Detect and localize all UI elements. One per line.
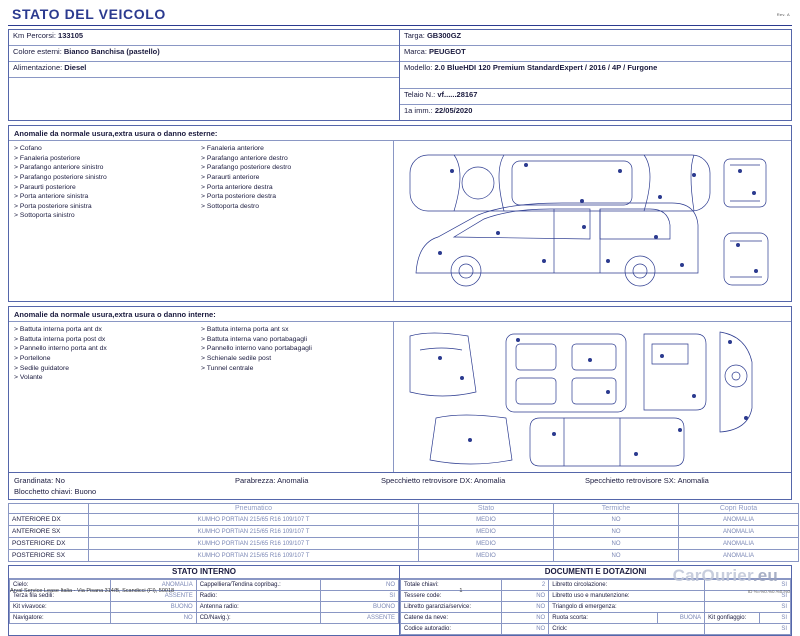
list-item: > Battuta interna vano portabagagli bbox=[201, 335, 308, 343]
field-value: SI bbox=[705, 580, 791, 591]
tyre-copri-ruota: ANOMALIA bbox=[679, 550, 799, 562]
list-item-label: Portellone bbox=[19, 354, 51, 362]
footer-page-number: 1 bbox=[459, 588, 463, 594]
field-label: Navigatore: bbox=[10, 613, 111, 624]
list-item-label: Porta posteriore sinistra bbox=[19, 202, 92, 210]
list-item: > Sottoporta destro bbox=[201, 202, 260, 210]
list-item: > Sedile guidatore bbox=[14, 364, 69, 372]
list-item-label: Tunnel centrale bbox=[206, 364, 254, 372]
field-label: Radio: bbox=[196, 591, 320, 602]
list-item: > Fanaleria posteriore bbox=[14, 154, 81, 162]
notes-col-grandinata bbox=[14, 476, 229, 496]
info-label-marca: Marca: bbox=[404, 47, 427, 56]
field-label: Terza fila sedili: bbox=[10, 591, 111, 602]
list-item-label: Sottoporta sinistro bbox=[19, 212, 75, 220]
info-label-colore: Colore esterni: bbox=[13, 47, 62, 56]
field-label: Triangolo di emergenza: bbox=[549, 602, 705, 613]
note-grandinata bbox=[14, 476, 229, 485]
field-label: Codice autoradio: bbox=[401, 624, 502, 635]
footer-code: ID %=%0.%0.%0.%0 bbox=[747, 589, 790, 594]
note-specchietto-sx bbox=[585, 476, 786, 485]
list-item-label: Fanaleria anteriore bbox=[206, 145, 264, 152]
info-label-telaio: Telaio N.: bbox=[404, 90, 436, 99]
note-parabrezza bbox=[235, 476, 375, 485]
field-value: SI bbox=[705, 624, 791, 635]
interior-diagram-svg bbox=[394, 322, 784, 472]
list-item-label: Battuta interna porta ant dx bbox=[19, 326, 102, 333]
info-value-alimentazione: Diesel bbox=[64, 63, 87, 72]
internal-damage-col-1 bbox=[14, 325, 201, 466]
field-label: Cielo: bbox=[10, 580, 111, 591]
field-label: Kit gonfiaggio: bbox=[705, 613, 760, 624]
info-label-targa: Targa: bbox=[404, 31, 425, 40]
list-item: > Pannello interno vano portabagagli bbox=[201, 345, 312, 353]
stato-interno-title: STATO INTERNO bbox=[9, 566, 399, 579]
info-value-modello: 2.0 BlueHDI 120 Premium StandardExpert / 2016 / 4P / Furgone bbox=[434, 63, 658, 72]
external-damage-col-1 bbox=[14, 144, 201, 295]
tyre-spec: KUMHO PORTIAN 215/65 R16 109/107 T bbox=[89, 538, 419, 550]
watermark-suffix: .eu bbox=[752, 566, 778, 585]
vehicle-info-right bbox=[400, 30, 791, 120]
field-label: Libretto uso e manutenzione: bbox=[549, 591, 705, 602]
info-value-immatricolazione: 22/05/2020 bbox=[434, 106, 473, 115]
field-value: NO bbox=[321, 580, 399, 591]
table-row bbox=[401, 624, 791, 635]
tyre-termiche: NO bbox=[554, 526, 679, 538]
note-label-specchietto-dx: Specchietto retrovisore DX: bbox=[381, 476, 473, 485]
info-label-modello: Modello: bbox=[404, 63, 433, 72]
info-row-marca bbox=[400, 46, 791, 62]
list-item: > Tunnel centrale bbox=[201, 364, 254, 372]
watermark-text: CarOurier bbox=[672, 566, 753, 585]
stato-interno-panel bbox=[8, 565, 400, 636]
tyres-header-row bbox=[9, 504, 799, 514]
list-item: > Porta posteriore destra bbox=[201, 193, 277, 201]
tyre-copri-ruota: ANOMALIA bbox=[679, 538, 799, 550]
table-row bbox=[9, 538, 799, 550]
tyre-termiche: NO bbox=[554, 550, 679, 562]
external-damage-heading: Anomalie da normale usura,extra usura o danno esterne: bbox=[9, 126, 791, 141]
field-value: SI bbox=[705, 602, 791, 613]
field-value: ANOMALIA bbox=[111, 580, 197, 591]
info-row-alimentazione bbox=[9, 62, 399, 78]
field-label: Cappelliera/Tendina copribag.: bbox=[196, 580, 320, 591]
list-item-label: Parafango posteriore destro bbox=[206, 164, 292, 172]
note-value-parabrezza: Anomalia bbox=[277, 476, 309, 485]
list-item-label: Pannello interno porta ant dx bbox=[19, 345, 107, 353]
vehicle-info-panel bbox=[8, 29, 792, 121]
tyre-stato: MEDIO bbox=[419, 550, 554, 562]
note-value-blocchetto: Buono bbox=[74, 487, 97, 496]
note-specchietto-dx bbox=[381, 476, 579, 485]
exterior-diagram bbox=[394, 141, 791, 301]
list-item: > Parafango posteriore sinistro bbox=[14, 173, 107, 181]
info-row-immatricolazione bbox=[400, 105, 791, 120]
list-item-label: Porta posteriore destra bbox=[206, 193, 277, 201]
list-item: > Pannello interno porta ant dx bbox=[14, 345, 107, 353]
list-item: > Cofano bbox=[14, 145, 42, 152]
list-item-label: Schienale sedile post bbox=[206, 354, 272, 362]
documenti-title: DOCUMENTI E DOTAZIONI bbox=[400, 566, 791, 579]
info-label-km: Km Percorsi: bbox=[13, 31, 56, 40]
table-row bbox=[10, 613, 399, 624]
tyre-spec: KUMHO PORTIAN 215/65 R16 109/107 T bbox=[89, 550, 419, 562]
list-item-label: Porta anteriore destra bbox=[206, 183, 273, 191]
field-label: Tessere code: bbox=[401, 591, 502, 602]
list-item-label: Paraurti anteriore bbox=[206, 173, 260, 181]
info-value-targa: GB300GZ bbox=[426, 31, 462, 40]
tyre-position: ANTERIORE SX bbox=[9, 526, 89, 538]
list-item: > Porta anteriore sinistra bbox=[14, 193, 89, 201]
list-item: > Portellone bbox=[14, 354, 51, 362]
tyre-position: ANTERIORE DX bbox=[9, 514, 89, 526]
list-item-label: Sottoporta destro bbox=[206, 202, 260, 210]
field-label: Libretto garanzia/service: bbox=[401, 602, 502, 613]
info-row-targa bbox=[400, 30, 791, 46]
list-item-label: Cofano bbox=[19, 145, 42, 152]
note-blocchetto bbox=[14, 487, 229, 496]
list-item: > Schienale sedile post bbox=[201, 354, 272, 362]
tyre-position: POSTERIORE DX bbox=[9, 538, 89, 550]
note-value-grandinata: No bbox=[55, 476, 65, 485]
field-value: SI bbox=[321, 591, 399, 602]
list-item-label: Parafango anteriore sinistro bbox=[19, 164, 104, 172]
info-label-alimentazione: Alimentazione: bbox=[13, 63, 63, 72]
list-item-label: Battuta interna porta post dx bbox=[19, 335, 106, 343]
field-value: NO bbox=[502, 591, 549, 602]
info-value-marca: PEUGEOT bbox=[429, 47, 466, 56]
list-item: > Paraurti posteriore bbox=[14, 183, 76, 191]
info-value-colore: Bianco Banchisa (pastello) bbox=[63, 47, 160, 56]
field-value: ASSENTE bbox=[111, 591, 197, 602]
tyre-position: POSTERIORE SX bbox=[9, 550, 89, 562]
watermark bbox=[673, 566, 778, 586]
table-row bbox=[9, 526, 799, 538]
list-item-label: Parafango posteriore sinistro bbox=[19, 173, 107, 181]
internal-damage-lists bbox=[9, 322, 394, 472]
internal-damage-col-2 bbox=[201, 325, 388, 466]
list-item: > Battuta interna porta ant dx bbox=[14, 326, 102, 333]
list-item: > Battuta interna porta post dx bbox=[14, 335, 106, 343]
table-row bbox=[9, 514, 799, 526]
field-label: Catene da neve: bbox=[401, 613, 502, 624]
tyres-header-pneumatico: Pneumatico bbox=[89, 504, 419, 514]
list-item: > Fanaleria anteriore bbox=[201, 145, 264, 152]
field-value: BUONO bbox=[321, 602, 399, 613]
list-item: > Parafango posteriore destro bbox=[201, 164, 292, 172]
field-value: ASSENTE bbox=[321, 613, 399, 624]
info-value-telaio: vf......28167 bbox=[437, 90, 478, 99]
interior-diagram bbox=[394, 322, 791, 472]
table-row bbox=[9, 550, 799, 562]
info-left-spacer bbox=[9, 78, 399, 116]
revision-label: Rev. A bbox=[776, 12, 790, 17]
tyre-spec: KUMHO PORTIAN 215/65 R16 109/107 T bbox=[89, 514, 419, 526]
title-divider bbox=[8, 25, 792, 26]
internal-damage-heading: Anomalie da normale usura,extra usura o danno interne: bbox=[9, 307, 791, 322]
tyre-stato: MEDIO bbox=[419, 514, 554, 526]
field-label: Ruota scorta: bbox=[549, 613, 658, 624]
table-row bbox=[401, 602, 791, 613]
tyres-header-copri-ruota: Copri Ruota bbox=[679, 504, 799, 514]
note-label-grandinata: Grandinata: bbox=[14, 476, 54, 485]
exterior-diagram-svg bbox=[394, 141, 784, 301]
tyres-header-stato: Stato bbox=[419, 504, 554, 514]
page-title: STATO DEL VEICOLO bbox=[12, 6, 166, 22]
note-label-specchietto-sx: Specchietto retrovisore SX: bbox=[585, 476, 676, 485]
external-damage-col-2 bbox=[201, 144, 388, 295]
list-item-label: Battuta interna porta ant sx bbox=[206, 326, 289, 333]
list-item: > Parafango anteriore destro bbox=[201, 154, 288, 162]
notes-row bbox=[8, 473, 792, 500]
field-label: Crick: bbox=[549, 624, 705, 635]
tyre-stato: MEDIO bbox=[419, 538, 554, 550]
list-item-label: Pannello interno vano portabagagli bbox=[206, 345, 312, 353]
stato-interno-table bbox=[9, 579, 399, 624]
info-row-modello bbox=[400, 62, 791, 89]
list-item: > Parafango anteriore sinistro bbox=[14, 164, 104, 172]
footer-company: Arval Service Lease Italia - Via Pisana 314/B, Scandicci (FI), 50018 bbox=[10, 588, 175, 594]
list-item: > Porta posteriore sinistra bbox=[14, 202, 92, 210]
field-label: CD/Navig.): bbox=[196, 613, 320, 624]
list-item-label: Parafango anteriore destro bbox=[206, 154, 288, 162]
info-row-colore bbox=[9, 46, 399, 62]
field-value: SI bbox=[759, 613, 790, 624]
field-label: Antenna radio: bbox=[196, 602, 320, 613]
list-item-label: Sedile guidatore bbox=[19, 364, 69, 372]
field-value: NO bbox=[502, 613, 549, 624]
list-item-label: Battuta interna vano portabagagli bbox=[206, 335, 308, 343]
list-item-label: Fanaleria posteriore bbox=[19, 154, 81, 162]
info-value-km: 133105 bbox=[58, 31, 84, 40]
list-item: > Paraurti anteriore bbox=[201, 173, 260, 181]
info-row-km bbox=[9, 30, 399, 46]
info-label-immatricolazione: 1a imm.: bbox=[404, 106, 433, 115]
list-item: > Battuta interna porta ant sx bbox=[201, 326, 289, 333]
field-label: Libretto circolazione: bbox=[549, 580, 705, 591]
tyre-spec: KUMHO PORTIAN 215/65 R16 109/107 T bbox=[89, 526, 419, 538]
external-damage-lists bbox=[9, 141, 394, 301]
vehicle-info-left bbox=[9, 30, 400, 120]
table-row bbox=[401, 613, 791, 624]
internal-damage-block bbox=[8, 306, 792, 473]
field-label: Kit vivavoce: bbox=[10, 602, 111, 613]
tyre-termiche: NO bbox=[554, 538, 679, 550]
field-label: Totale chiavi: bbox=[401, 580, 502, 591]
tyre-termiche: NO bbox=[554, 514, 679, 526]
tyre-copri-ruota: ANOMALIA bbox=[679, 526, 799, 538]
field-value: 2 bbox=[502, 580, 549, 591]
list-item-label: Porta anteriore sinistra bbox=[19, 193, 89, 201]
field-value: BUONA bbox=[658, 613, 705, 624]
tyre-copri-ruota: ANOMALIA bbox=[679, 514, 799, 526]
info-row-telaio bbox=[400, 89, 791, 105]
field-value: BUONO bbox=[111, 602, 197, 613]
field-value: NO bbox=[502, 602, 549, 613]
list-item: > Volante bbox=[14, 374, 43, 382]
tyre-stato: MEDIO bbox=[419, 526, 554, 538]
note-value-specchietto-dx: Anomalia bbox=[473, 476, 506, 485]
page-footer bbox=[10, 588, 790, 594]
list-item: > Sottoporta sinistro bbox=[14, 212, 75, 220]
note-value-specchietto-sx: Anomalia bbox=[677, 476, 709, 485]
external-damage-block bbox=[8, 125, 792, 302]
list-item-label: Volante bbox=[19, 374, 43, 382]
note-label-parabrezza: Parabrezza: bbox=[235, 476, 276, 485]
note-label-blocchetto: Blocchetto chiavi: bbox=[14, 487, 73, 496]
field-value: NO bbox=[111, 613, 197, 624]
list-item: > Porta anteriore destra bbox=[201, 183, 273, 191]
table-row bbox=[10, 602, 399, 613]
list-item-label: Paraurti posteriore bbox=[19, 183, 76, 191]
tyres-header-termiche: Termiche bbox=[554, 504, 679, 514]
field-value: NO bbox=[502, 624, 549, 635]
field-value: SI bbox=[705, 591, 791, 602]
tyres-table bbox=[8, 503, 799, 562]
tyres-header-blank bbox=[9, 504, 89, 514]
